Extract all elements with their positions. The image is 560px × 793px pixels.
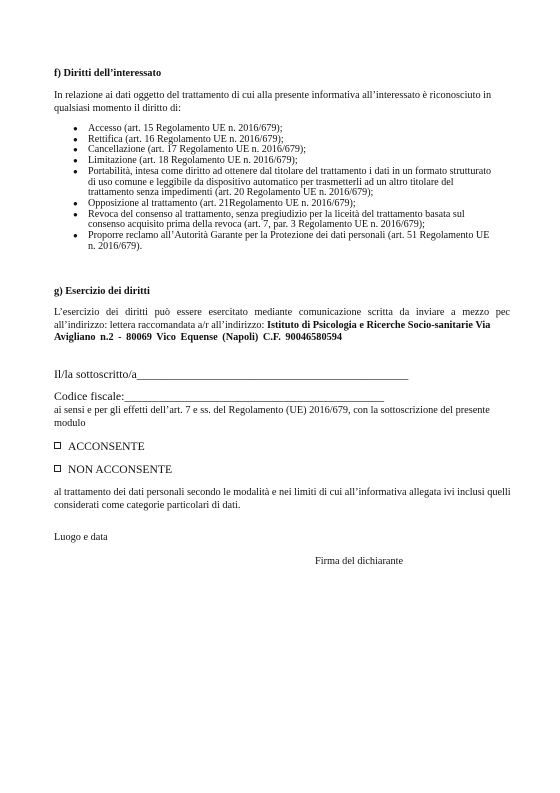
rights-line: Proporre reclamo all’Autorità Garante per la Protezione dei dati personali (art. 51 Regolamento UE — [88, 230, 490, 242]
section-g-line — [54, 320, 510, 333]
signatory-field — [54, 367, 408, 382]
bullet-icon: ● — [73, 166, 78, 176]
rights-line: Cancellazione (art. 17 Regolamento UE n. 2016/679); — [88, 144, 307, 156]
section-f-heading: f) Diritti dell’interessato — [54, 68, 162, 79]
fiscal-code-label: Codice fiscale: — [54, 389, 125, 403]
no-consent-option[interactable] — [54, 463, 172, 476]
rights-line: di uso comune e leggibile da dispositivo automatico per trasmetterli ad un altro titolare del — [88, 176, 454, 188]
institute-address: Avigliano n.2 - 80069 Vico Equense (Napoli) C.F. 90046580594 — [54, 332, 343, 344]
bullet-icon: ● — [73, 124, 78, 133]
intro-line: qualsiasi momento il diritto di: — [54, 102, 181, 114]
consent-option[interactable] — [54, 440, 145, 453]
rights-list-item — [70, 231, 510, 252]
rights-list-item — [70, 210, 510, 231]
bullet-icon: ● — [73, 134, 78, 144]
bullet-icon: ● — [73, 145, 78, 155]
section-g-text: all’indirizzo: lettera raccomandata a/r all’indirizzo: — [54, 319, 265, 331]
checkbox-icon[interactable] — [54, 442, 61, 449]
rights-list-item — [70, 167, 510, 199]
reference-line: ai sensi e per gli effetti dell’art. 7 e ss. del Regolamento (UE) 2016/679, con la sottoscrizione del presente — [54, 405, 490, 416]
signatory-blank[interactable]: ______________________________________________ — [136, 367, 409, 381]
fiscal-code-blank[interactable]: ____________________________________________ — [124, 389, 384, 403]
reference-text — [54, 405, 514, 430]
rights-line: trattamento senza impedimenti (art. 20 Regolamento UE n. 2016/679); — [88, 187, 374, 199]
intro-line: In relazione ai dati oggetto del trattamento di cui alla presente informativa all’interessato è riconosciuto in — [54, 90, 492, 101]
fiscal-code-field — [54, 389, 384, 404]
rights-line: Portabilità, intesa come diritto ad ottenere dal titolare del trattamento i dati in un formato strutturato — [88, 165, 492, 177]
signature-label: Firma del dichiarante — [315, 556, 404, 567]
closing-text — [54, 487, 514, 512]
place-date-label: Luogo e data — [54, 532, 108, 543]
bullet-icon: ● — [73, 209, 78, 219]
rights-line: Limitazione (art. 18 Regolamento UE n. 2016/679); — [88, 155, 298, 167]
institute-name: Istituto di Psicologia e Ricerche Socio-sanitarie Via — [266, 319, 491, 331]
bullet-icon: ● — [73, 198, 78, 208]
bullet-icon: ● — [73, 231, 78, 241]
closing-line: considerati come categorie particolari di dati. — [54, 499, 241, 511]
bullet-icon: ● — [73, 156, 78, 166]
rights-line: Opposizione al trattamento (art. 21Regolamento UE n. 2016/679); — [88, 197, 356, 209]
rights-list — [70, 124, 510, 252]
section-f-intro — [54, 90, 510, 115]
section-g-body — [54, 307, 510, 345]
rights-line: n. 2016/679). — [88, 240, 143, 252]
signatory-label: Il/la sottoscritto/a — [54, 367, 137, 381]
checkbox-icon[interactable] — [54, 465, 61, 472]
rights-line: Accesso (art. 15 Regolamento UE n. 2016/679); — [88, 123, 283, 134]
rights-line: consenso acquisito prima della revoca (art. 7, par. 3 Regolamento UE n. 2016/679); — [88, 219, 425, 231]
rights-line: Rettifica (art. 16 Regolamento UE n. 2016/679); — [88, 133, 284, 145]
section-g-heading: g) Esercizio dei diritti — [54, 286, 150, 297]
no-consent-label: NON ACCONSENTE — [68, 463, 173, 476]
rights-line: Revoca del consenso al trattamento, senza pregiudizio per la liceità del trattamento basata sul — [88, 208, 465, 220]
section-g-line: L’esercizio dei diritti può essere esercitato mediante comunicazione scritta da inviare a mezzo pec — [54, 307, 510, 318]
reference-line: modulo — [54, 417, 86, 429]
consent-label: ACCONSENTE — [68, 440, 145, 453]
closing-line: al trattamento dei dati personali secondo le modalità e nei limiti di cui all’informativa allegata ivi inclusi quelli — [54, 487, 511, 498]
